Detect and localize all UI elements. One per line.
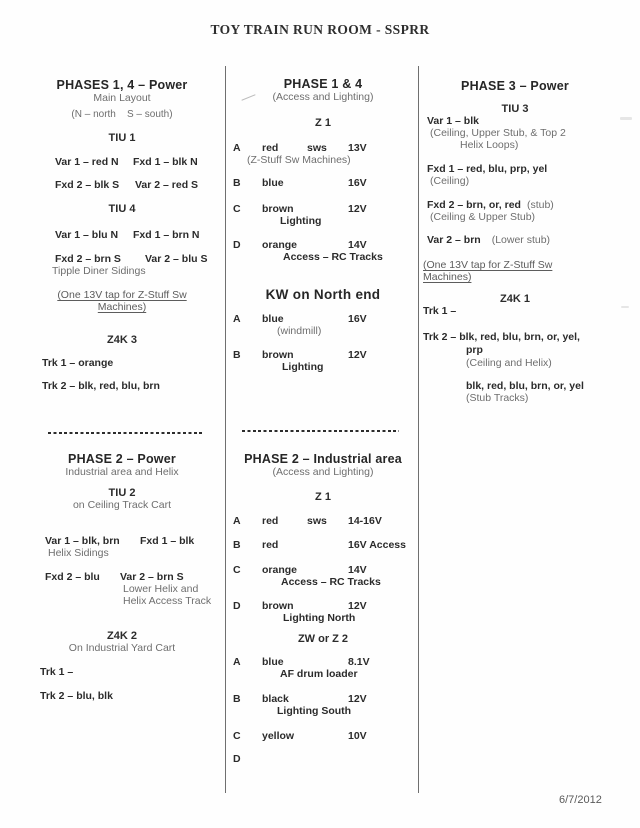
channel-assignment: Var 2 – red S xyxy=(135,179,199,191)
voltage-value: 14V xyxy=(348,564,367,576)
direction-legend: (N – north S – south) xyxy=(71,109,173,120)
row-note: Helix Sidings xyxy=(48,547,109,559)
channel-letter: A xyxy=(233,656,241,668)
voltage-value: 8.1V xyxy=(348,656,370,668)
voltage-value: 16V xyxy=(348,313,367,325)
page-title: TOY TRAIN RUN ROOM - SSPRR xyxy=(210,22,430,37)
channel-note: Lighting xyxy=(280,215,322,227)
tiu-row xyxy=(28,179,216,192)
channel-assignment: Fxd 1 – red, blu, prp, yel xyxy=(427,163,548,175)
channel-assignment: Var 1 – blu N xyxy=(55,229,119,241)
section-subheading: Main Layout xyxy=(93,92,151,104)
wire-color: orange xyxy=(262,239,298,251)
channel-letter: C xyxy=(233,203,241,215)
wire-color: orange xyxy=(262,564,298,576)
channel-row xyxy=(228,177,418,190)
channel-assignment: Fxd 2 – blu xyxy=(45,571,100,583)
tiu3-label: TIU 3 xyxy=(501,103,529,115)
voltage-value: 12V xyxy=(348,203,367,215)
channel-letter: A xyxy=(233,313,241,325)
wire-color: red xyxy=(262,142,279,154)
scan-artifact xyxy=(621,306,629,308)
channel-assignment: Var 2 – blu S xyxy=(145,253,208,265)
tap-note-line: Machines) xyxy=(97,301,147,313)
channel-note: (Ceiling & Upper Stub) xyxy=(430,211,536,223)
channel-note: Lighting North xyxy=(283,612,356,624)
voltage-value: 12V xyxy=(348,693,367,705)
kw-heading: KW on North end xyxy=(265,287,381,302)
column-divider-right xyxy=(418,66,419,793)
z4k2-location: On Industrial Yard Cart xyxy=(68,642,176,654)
voltage-value: 16V xyxy=(348,177,367,189)
section-heading-phases14: PHASES 1, 4 – Power xyxy=(56,78,188,92)
tiu4-label: TIU 4 xyxy=(108,203,136,215)
section-heading-phase3: PHASE 3 – Power xyxy=(461,79,569,93)
track-assignment: Trk 2 – blk, red, blu, brn, or, yel, xyxy=(423,331,580,343)
voltage-value: 16V Access xyxy=(348,539,406,551)
channel-note: Helix Loops) xyxy=(460,139,519,151)
channel-note: (windmill) xyxy=(277,325,322,337)
row-note: Helix Access Track xyxy=(123,595,212,607)
channel-assignment xyxy=(427,234,608,247)
channel-letter: B xyxy=(233,177,241,189)
channel-letter: D xyxy=(233,239,241,251)
transformer-z1-label: Z 1 xyxy=(315,491,331,503)
wire-color: brown xyxy=(262,600,294,612)
section-divider-dashes xyxy=(242,430,399,432)
channel-row xyxy=(228,515,418,528)
tiu1-label: TIU 1 xyxy=(108,132,136,144)
tap-note-line: (One 13V tap for Z-Stuff Sw xyxy=(423,259,553,271)
channel-note: AF drum loader xyxy=(280,668,358,680)
channel-assignment: Fxd 1 – blk N xyxy=(133,156,198,168)
channel-note: (Ceiling, Upper Stub, & Top 2 xyxy=(430,127,566,139)
wire-color: brown xyxy=(262,349,294,361)
tiu2-location: on Ceiling Track Cart xyxy=(72,499,172,511)
channel-letter: B xyxy=(233,693,241,705)
wire-color: blue xyxy=(262,656,284,668)
wire-color: red xyxy=(262,515,279,527)
wire-color: black xyxy=(262,693,289,705)
channel-note: Lighting South xyxy=(277,705,352,717)
track-assignment-continued: prp xyxy=(466,344,483,356)
channel-note: Lighting xyxy=(282,361,324,373)
wire-color: blue xyxy=(262,177,284,189)
channel-assignment: Var 2 – brn S xyxy=(120,571,184,583)
z4k2-label: Z4K 2 xyxy=(107,630,137,642)
tap-note-line: Machines) xyxy=(423,271,472,283)
voltage-value: 14-16V xyxy=(348,515,382,527)
track-assignment: Trk 1 – xyxy=(40,666,74,678)
middle-column xyxy=(228,0,418,828)
scan-artifact xyxy=(620,117,632,120)
channel-letter: B xyxy=(233,539,241,551)
track-assignment: Trk 2 – blu, blk xyxy=(40,690,113,702)
tiu-row xyxy=(28,156,216,169)
row-note: Lower Helix and xyxy=(123,583,199,595)
section-subheading: (Access and Lighting) xyxy=(272,91,374,103)
channel-letter: C xyxy=(233,730,241,742)
track-assignment: Trk 2 – blk, red, blu, brn xyxy=(42,380,160,392)
section-heading-phase14: PHASE 1 & 4 xyxy=(283,77,363,91)
zw-heading: ZW or Z 2 xyxy=(297,633,349,645)
channel-label: Var 2 – brn xyxy=(427,234,481,246)
wire-color: yellow xyxy=(262,730,295,742)
channel-assignment: Fxd 2 – brn S xyxy=(55,253,121,265)
tiu2-label: TIU 2 xyxy=(108,487,136,499)
channel-letter: A xyxy=(233,142,241,154)
column-divider-left xyxy=(225,66,226,793)
voltage-value: 13V xyxy=(348,142,367,154)
channel-letter: D xyxy=(233,600,241,612)
channel-row xyxy=(228,753,418,766)
channel-label: Fxd 2 – brn, or, red xyxy=(427,199,521,211)
track-assignment: blk, red, blu, brn, or, yel xyxy=(466,380,584,392)
wire-color: red xyxy=(262,539,279,551)
channel-assignment: Fxd 1 – blk xyxy=(140,535,195,547)
channel-note: Access – RC Tracks xyxy=(281,576,381,588)
channel-suffix: (stub) xyxy=(526,199,554,211)
voltage-value: 14V xyxy=(348,239,367,251)
wire-color: blue xyxy=(262,313,284,325)
z4k1-label: Z4K 1 xyxy=(500,293,530,305)
row-note: Tipple Diner Sidings xyxy=(52,265,146,277)
section-subheading: (Access and Lighting) xyxy=(272,466,374,478)
channel-assignment: Fxd 2 – blk S xyxy=(55,179,120,191)
right-column xyxy=(422,0,608,828)
track-note: (Stub Tracks) xyxy=(466,392,529,404)
section-divider-dashes xyxy=(48,432,204,434)
tap-note-line: (One 13V tap for Z-Stuff Sw xyxy=(57,289,187,301)
channel-letter: A xyxy=(233,515,241,527)
section-heading-phase2: PHASE 2 – Power xyxy=(68,452,176,466)
date-label: 6/7/2012 xyxy=(559,794,602,806)
channel-note: (Z-Stuff Sw Machines) xyxy=(247,154,351,166)
voltage-value: 10V xyxy=(348,730,367,742)
section-heading-phase2-industrial: PHASE 2 – Industrial area xyxy=(244,452,402,466)
channel-letter: C xyxy=(233,564,241,576)
channel-assignment: Fxd 1 – brn N xyxy=(133,229,200,241)
voltage-value: 12V xyxy=(348,349,367,361)
section-subheading: Industrial area and Helix xyxy=(65,466,179,478)
channel-assignment: Var 1 – blk xyxy=(427,115,479,127)
channel-letter: B xyxy=(233,349,241,361)
track-assignment: Trk 1 – xyxy=(423,305,457,317)
track-assignment: Trk 1 – orange xyxy=(42,357,114,369)
channel-assignment: Var 1 – blk, brn xyxy=(45,535,120,547)
tiu-row xyxy=(28,229,216,242)
channel-note: Access – RC Tracks xyxy=(283,251,383,263)
wire-color: brown xyxy=(262,203,294,215)
wire-function: sws xyxy=(307,515,327,527)
channel-suffix: (Lower stub) xyxy=(491,234,551,246)
channel-letter: D xyxy=(233,753,241,765)
left-column xyxy=(28,0,216,828)
z4k3-label: Z4K 3 xyxy=(107,334,137,346)
channel-note: (Ceiling) xyxy=(430,175,470,187)
channel-assignment: Var 1 – red N xyxy=(55,156,119,168)
transformer-z1-label: Z 1 xyxy=(315,117,331,129)
voltage-value: 12V xyxy=(348,600,367,612)
channel-row xyxy=(228,539,418,552)
channel-row xyxy=(228,730,418,743)
wire-function: sws xyxy=(307,142,327,154)
track-note: (Ceiling and Helix) xyxy=(466,357,552,369)
